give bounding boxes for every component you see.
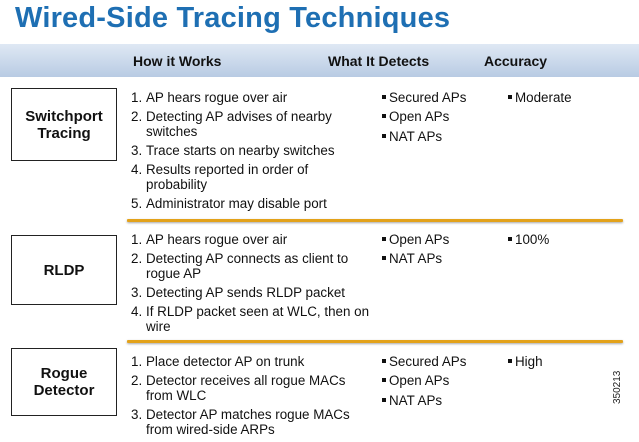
accuracy-rogue-detector: High [508,355,543,370]
square-bullet-icon [508,359,512,363]
steps-list-rldp [131,233,371,339]
detects-item: Secured APs [382,91,466,106]
detects-list-rogue-detector [382,355,466,413]
steps-list-rogue-detector [131,355,371,442]
detects-list-rldp [382,233,449,272]
steps-list-switchport-tracing [131,91,371,216]
detects-item: NAT APs [382,394,466,409]
square-bullet-icon [508,237,512,241]
detects-item: Open APs [382,374,466,389]
square-bullet-icon [382,114,386,118]
step-item: 2. Detecting AP connects as client to rogue AP [131,251,349,281]
square-bullet-icon [382,237,386,241]
technique-label-rldp: RLDP [11,235,117,305]
square-bullet-icon [508,95,512,99]
step-item: 3. Detecting AP sends RLDP packet [131,284,345,300]
step-item: 2. Detector receives all rogue MACs from WLC [131,373,346,403]
square-bullet-icon [382,256,386,260]
step-item: 1. AP hears rogue over air [131,232,288,247]
detects-item: Open APs [382,233,449,248]
accuracy-rldp: 100% [508,233,549,248]
square-bullet-icon [382,134,386,138]
square-bullet-icon [382,359,386,363]
step-item: 4. Results reported in order of probability [131,162,309,192]
detects-item: NAT APs [382,130,466,145]
section-divider [127,219,623,222]
square-bullet-icon [382,398,386,402]
accuracy-switchport-tracing: Moderate [508,91,572,106]
square-bullet-icon [382,378,386,382]
figure-id: 350213 [612,370,623,404]
detects-item: Secured APs [382,355,466,370]
detects-item: Open APs [382,110,466,125]
section-divider [127,340,623,343]
page-title: Wired-Side Tracing Techniques [15,2,451,34]
square-bullet-icon [382,95,386,99]
column-header-detects: What It Detects [328,53,430,69]
technique-label-switchport-tracing: Switchport Tracing [11,88,117,161]
step-item: 3. Detector AP matches rogue MACs from wired-side ARPs [131,406,350,437]
step-item: 3. Trace starts on nearby switches [131,142,335,158]
step-item: 1. Place detector AP on trunk [131,354,305,369]
detects-list-switchport-tracing [382,91,466,149]
detects-item: NAT APs [382,252,449,267]
step-item: 4. If RLDP packet seen at WLC, then on wire [131,304,370,334]
step-item: 1. AP hears rogue over air [131,90,288,105]
technique-label-rogue-detector: Rogue Detector [11,348,117,416]
column-header-accuracy: Accuracy [484,53,548,69]
step-item: 2. Detecting AP advises of nearby switches [131,109,332,139]
column-header-how: How it Works [133,53,222,69]
step-item: 5. Administrator may disable port [131,195,327,211]
